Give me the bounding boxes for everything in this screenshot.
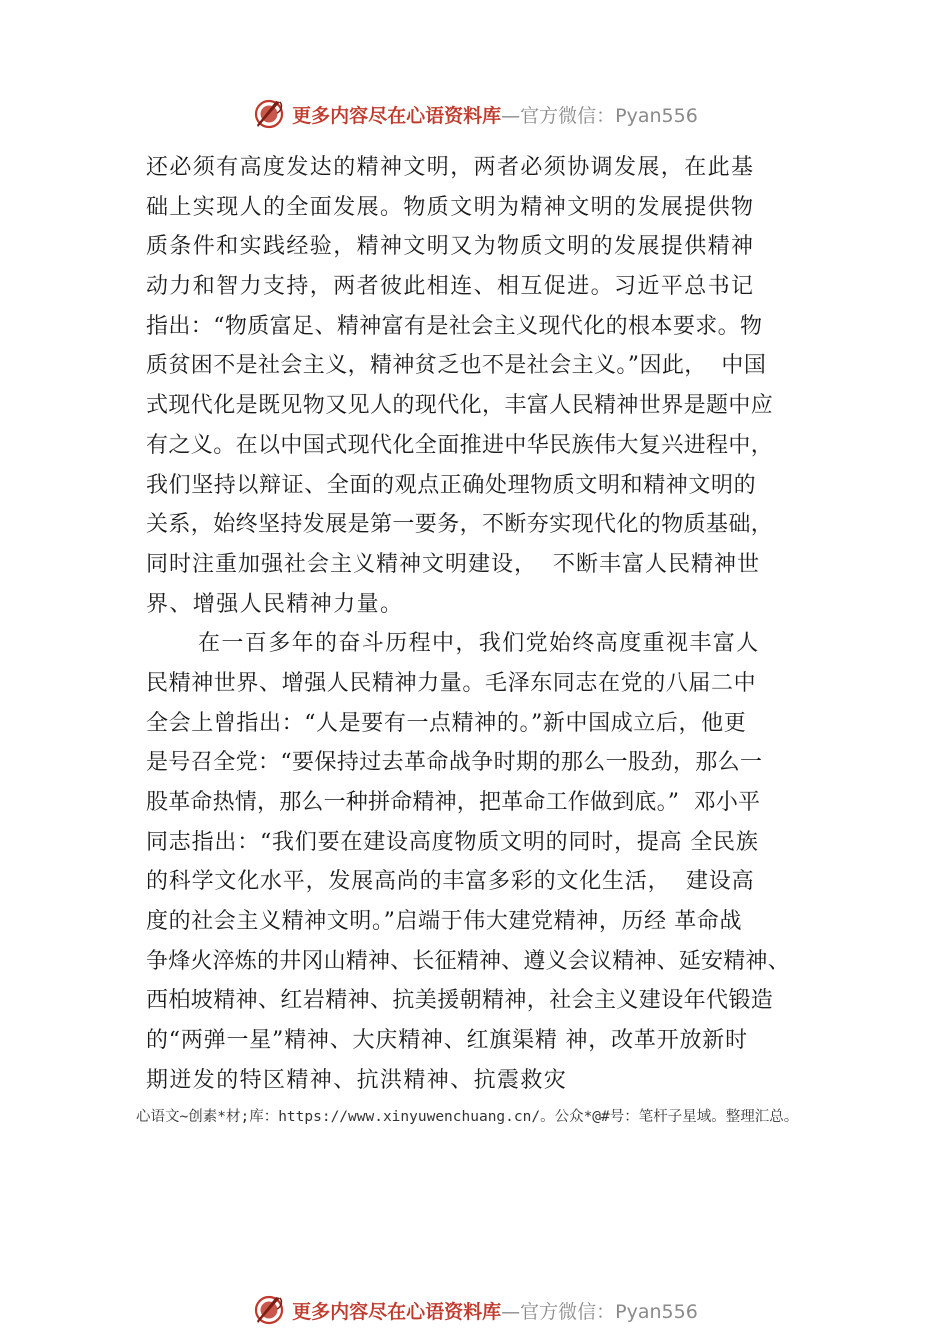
text-line: 础上实现人的全面发展。物质文明为精神文明的发展提供物: [146, 194, 755, 220]
paragraph: [146, 624, 836, 1100]
text-line: 关系，始终坚持发展是第一要务，不断夯实现代化的物质基础，: [146, 512, 774, 538]
text-line: 在一百多年的奋斗历程中，我们党始终高度重视丰富人: [198, 631, 760, 657]
text-line: 度的社会主义精神文明。”启端于伟大建党精神，历经 革命战: [146, 909, 743, 935]
footer-banner: [0, 1288, 950, 1332]
text-line: 还必须有高度发达的精神文明，两者必须协调发展，在此基: [146, 155, 755, 180]
text-line: 全会上曾指出：“人是要有一点精神的。”新中国成立后，他更: [146, 710, 747, 736]
source-note: 心语文~创素*材;库：https://www.xinyuwenchuang.cn/。公众*@#号：笔杆子星域。整理汇总。: [136, 1109, 799, 1125]
text-line: 同志指出：“我们要在建设高度物质文明的同时，提高 全民族: [146, 829, 759, 855]
text-line: 是号召全党：“要保持过去革命战争时期的那么一股劲，那么一: [146, 750, 763, 776]
text-line: 期迸发的特区精神、抗洪精神、抗震救灾: [146, 1067, 568, 1093]
text-line: 股革命热情，那么一种拼命精神，把革命工作做到底。” 邓小平: [146, 790, 761, 815]
text-line: 同时注重加强社会主义精神文明建设， 不断丰富人民精神世: [146, 551, 760, 577]
text-line: 争烽火淬炼的井冈山精神、长征精神、遵义会议精神、延安精神、: [146, 948, 790, 974]
text-line: 的“两弹一星”精神、大庆精神、红旗渠精 神，改革开放新时: [146, 1028, 748, 1054]
quill-seal-icon: [252, 97, 286, 131]
banner-wechat: —官方微信：Pyan556: [501, 104, 698, 127]
text-line: 西柏坡精神、红岩精神、抗美援朝精神，社会主义建设年代锻造: [146, 988, 774, 1014]
text-line: 动力和智力支持，两者彼此相连、相互促进。习近平总书记: [146, 274, 755, 300]
text-line: 民精神世界、增强人民精神力量。毛泽东同志在党的八届二中: [146, 670, 757, 696]
text-line: 界、增强人民精神力量。: [146, 591, 404, 617]
text-line: 我们坚持以辩证、全面的观点正确处理物质文明和精神文明的: [146, 472, 757, 498]
banner-title: 更多内容尽在心语资料库: [292, 1300, 502, 1323]
document-body: [146, 148, 836, 1101]
banner-wechat: —官方微信：Pyan556: [501, 1300, 698, 1323]
text-line: 有之义。在以中国式现代化全面推进中华民族伟大复兴进程中，: [146, 432, 774, 458]
text-line: 式现代化是既见物又见人的现代化，丰富人民精神世界是题中应: [146, 393, 774, 419]
banner-title: 更多内容尽在心语资料库: [292, 104, 502, 127]
text-line: 的科学文化水平，发展高尚的丰富多彩的文化生活， 建设高: [146, 869, 755, 895]
quill-seal-icon: [252, 1293, 286, 1327]
paragraph: [146, 148, 836, 624]
header-banner: [0, 92, 950, 136]
text-line: 质贫困不是社会主义，精神贫乏也不是社会主义。”因此， 中国: [146, 353, 767, 379]
text-line: 质条件和实践经验，精神文明又为物质文明的发展提供精神: [146, 234, 755, 260]
text-line: 指出：“物质富足、精神富有是社会主义现代化的根本要求。物: [146, 313, 763, 339]
